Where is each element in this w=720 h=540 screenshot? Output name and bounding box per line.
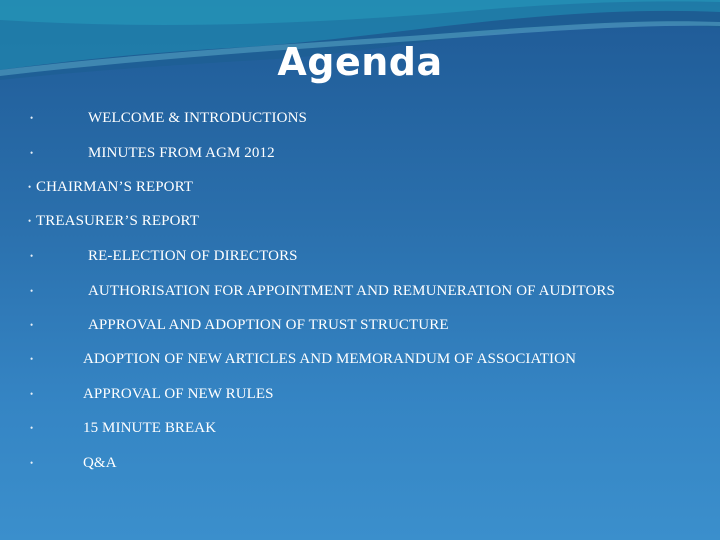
bullet-icon: • xyxy=(28,216,32,226)
bullet-icon: • xyxy=(30,286,34,296)
agenda-item-text: MINUTES FROM AGM 2012 xyxy=(88,145,275,161)
bullet-icon: • xyxy=(30,251,34,261)
bullet-icon: • xyxy=(30,458,34,468)
agenda-item-text: 15 MINUTE BREAK xyxy=(83,420,217,436)
agenda-item-text: TREASURER’S REPORT xyxy=(36,213,200,229)
bullet-icon: • xyxy=(30,354,34,364)
agenda-item-text: Q&A xyxy=(83,455,117,471)
agenda-item-text: RE-ELECTION OF DIRECTORS xyxy=(88,248,298,264)
bullet-icon: • xyxy=(28,182,32,192)
slide-title: Agenda xyxy=(277,40,443,84)
agenda-item-text: AUTHORISATION FOR APPOINTMENT AND REMUNERATION OF AUDITORS xyxy=(88,283,615,299)
bullet-icon: • xyxy=(30,320,34,330)
agenda-item-text: ADOPTION OF NEW ARTICLES AND MEMORANDUM OF ASSOCIATION xyxy=(83,351,577,367)
agenda-item-text: APPROVAL OF NEW RULES xyxy=(83,386,274,402)
bullet-icon: • xyxy=(30,113,34,123)
agenda-item-text: APPROVAL AND ADOPTION OF TRUST STRUCTURE xyxy=(88,317,449,333)
agenda-item-text: CHAIRMAN’S REPORT xyxy=(36,179,194,195)
bullet-icon: • xyxy=(30,389,34,399)
agenda-item-text: WELCOME & INTRODUCTIONS xyxy=(88,110,307,126)
bullet-icon: • xyxy=(30,148,34,158)
bullet-icon: • xyxy=(30,423,34,433)
